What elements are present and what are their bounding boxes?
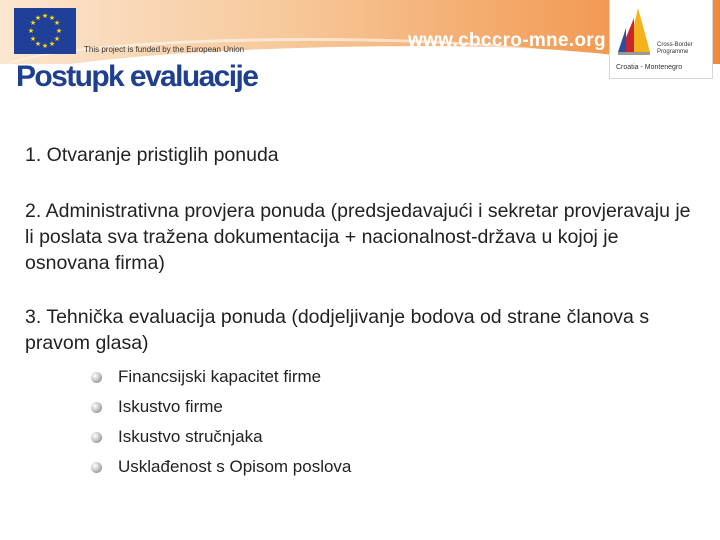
bullet-icon [91,372,102,383]
list-item: 2. Administrativna provjera ponuda (predsjedavajući i sekretar provjeravaju je li poslata sva tražena dokumentacija + nacionalnost-država u kojoj je osnovana firma) [25,200,691,274]
sub-bullet-text: Financsijski kapacitet firme [118,367,322,386]
svg-text:★: ★ [53,19,61,27]
sub-bullet-item [91,452,700,482]
list-item: 1. Otvaranje pristiglih ponuda [25,144,279,166]
sub-bullet-item [91,362,700,392]
svg-text:★: ★ [41,12,49,20]
svg-text:★: ★ [27,27,35,35]
funded-by-eu-text: This project is funded by the European Union [84,45,245,54]
sub-bullet-item [91,422,700,452]
svg-text:★: ★ [48,40,56,48]
programme-country-label: Croatia - Montenegro [616,64,683,71]
programme-logo [609,0,713,79]
sub-bullet-list [25,362,700,482]
svg-text:★: ★ [41,42,49,50]
sub-bullet-text: Iskustvo firme [118,397,223,416]
bullet-icon [91,462,102,473]
slide-title: Postupk evaluacije [16,60,258,93]
svg-text:★: ★ [48,14,56,22]
website-url[interactable]: www.cbccro-mne.org [408,30,606,51]
sub-bullet-text: Iskustvo stručnjaka [118,427,263,446]
bullet-icon [91,402,102,413]
sub-bullet-text: Usklađenost s Opisom poslova [118,457,352,476]
svg-text:★: ★ [29,35,37,43]
svg-text:★: ★ [34,14,42,22]
svg-text:★: ★ [53,35,61,43]
programme-sail-icon [616,6,656,62]
sub-bullet-item [91,392,700,422]
bullet-icon [91,432,102,443]
eu-flag-icon [14,8,76,54]
svg-text:★: ★ [34,40,42,48]
svg-text:★: ★ [55,27,63,35]
slide-content [25,142,700,482]
svg-text:★: ★ [29,19,37,27]
programme-logo-label: Cross-Border Programme [657,42,693,55]
list-item: 3. Tehnička evaluacija ponuda (dodjeljivanje bodova od strane članova s pravom glasa) [25,306,650,354]
